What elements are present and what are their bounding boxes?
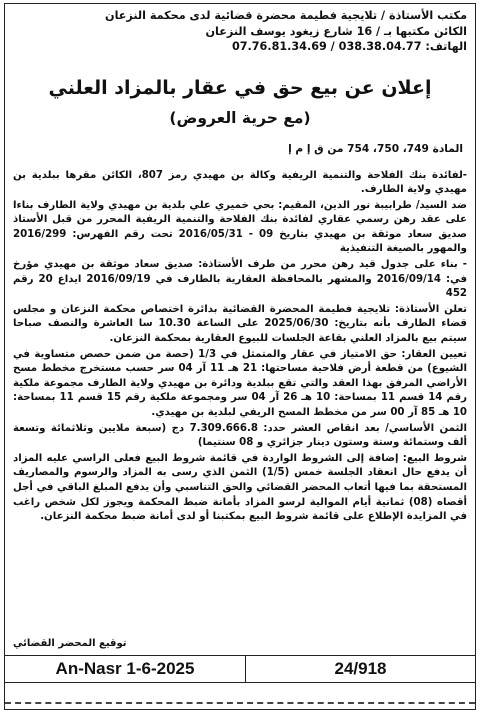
cut-line-divider: [5, 702, 475, 704]
announcement-title: إعلان عن بيع حق في عقار بالمزاد العلني: [48, 76, 432, 99]
legal-articles: المادة 749، 750، 754 من ق إ م إ: [288, 142, 463, 155]
office-address: الكائن مكتبها بـ / 16 شارع زيغود يوسف النزعان: [205, 24, 467, 38]
publication-footer: [5, 655, 475, 683]
paragraph-beneficiary: -لفائدة بنك الفلاحة والتنمية الريفية وكالة بن مهيدي رمز 807، الكائن مقرها ببلدية بن مهيدي ولاية الطارف.: [13, 169, 467, 196]
paragraph-debtor: ضد السيد/ طرابيبة نور الدين، المقيم: بحي خميري علي بلدية بن مهيدي ولاية الطارف بناءا على عقد رهن رسمي عقاري لفائدة بنك الفلاحة والتنمية الريفية المحرر من قبل الأستاذ صديق سعاد موثقة بن مهيدي بتاريخ 09 - 2016/05/31 تحت رقم الفهرس: 2016/299 والمهور بالصيغة التنفيذية: [13, 199, 467, 255]
paragraph-mortgage-record: - بناء على جدول قيد رهن محرر من طرف الأستاذة: صديق سعاد موثقة بن مهيدي مؤرخ في: 2016/09/14 والمشهر بالمحافظة العقارية بالطارف في 2016/09/19 ايداع 20 رقم 452: [13, 259, 467, 300]
office-header: [5, 4, 475, 55]
office-phone: الهاتف: 038.38.04.77 / 07.76.81.34.69: [231, 40, 467, 53]
announcement-body: [5, 157, 475, 525]
newspaper-date: An-Nasr 1-6-2025: [5, 656, 246, 682]
announcement-page: [4, 3, 476, 710]
paragraph-sale-date: تعلن الأستاذة: تلايجية فطيمة المحضرة القضائية بدائرة اختصاص محكمة النزعان و مجلس قضاء الطارف بأنه بتاريخ: 2025/06/30 على الساعة 10.30 سا العاشرة والنصف صباحا سيتم بيع بالمزاد العلني بقاعة الجلسات للبيوع العقارية بمحكمة النزعان.: [13, 303, 467, 345]
paragraph-sale-conditions: شروط البيع: إضافة إلى الشروط الواردة في قائمة شروط البيع فعلى الراسي عليه المزاد أن يدفع حال انعقاد الجلسة خمس (1/5) الثمن الذي رسى به المزاد والرسوم والمصاريف المستحقة بما فيها أتعاب المحضر القضائي والحق التناسبي وأن يدفع المبلغ الباقي في أجل أقصاه (08) ثمانية أيام الموالية لرسو المزاد بأمانة ضبط المحكمة ويجوز لكل شخص راغب في المزايدة الإطلاع على قائمة شروط البيع بمكتبنا أو لدى أمانة ضبط محكمة النزعان.: [13, 452, 467, 523]
paragraph-base-price: الثمن الأساسي/ بعد انقاص العشر حدد: 7.309.666.8 دج (سبعة ملايين وثلاثمائة وتسعة ألف وستمائة وستة وستون دينار جزائري و 08 سنتيما): [13, 422, 467, 449]
announcement-subtitle: (مع حرية العروض): [169, 108, 311, 127]
bailiff-signature: توقيع المحضر القضائي: [13, 638, 127, 649]
reference-number: 24/918: [334, 659, 387, 678]
paragraph-property: تعيين العقار: حق الامتياز في عقار والمتمثل في 1/3 (حصة من ضمن حصص متساوية في الشيوع) من قطعة أرض فلاحية مساحتها: 21 هـ 11 آر 04 سر حسب مستخرج مخطط مسح الأراضي المرفق بهذا العقد والتي تقع ببلدية ودائرة بن مهيدي ولاية الطارف مجموعة ملكية رقم 14 قسم 11 بمساحة: 10 هـ 26 آر 04 سر ومجموعة ملكية رقم 15 قسم 11 بمساحة: 10 هـ 85 آر 00 سر من مخطط المسح الريفي لبلدية بن مهيدي.: [13, 348, 468, 418]
office-name: مكتب الأستاذة / تلايجية فطيمة محضرة قضائية لدى محكمة النزعان: [105, 9, 467, 22]
